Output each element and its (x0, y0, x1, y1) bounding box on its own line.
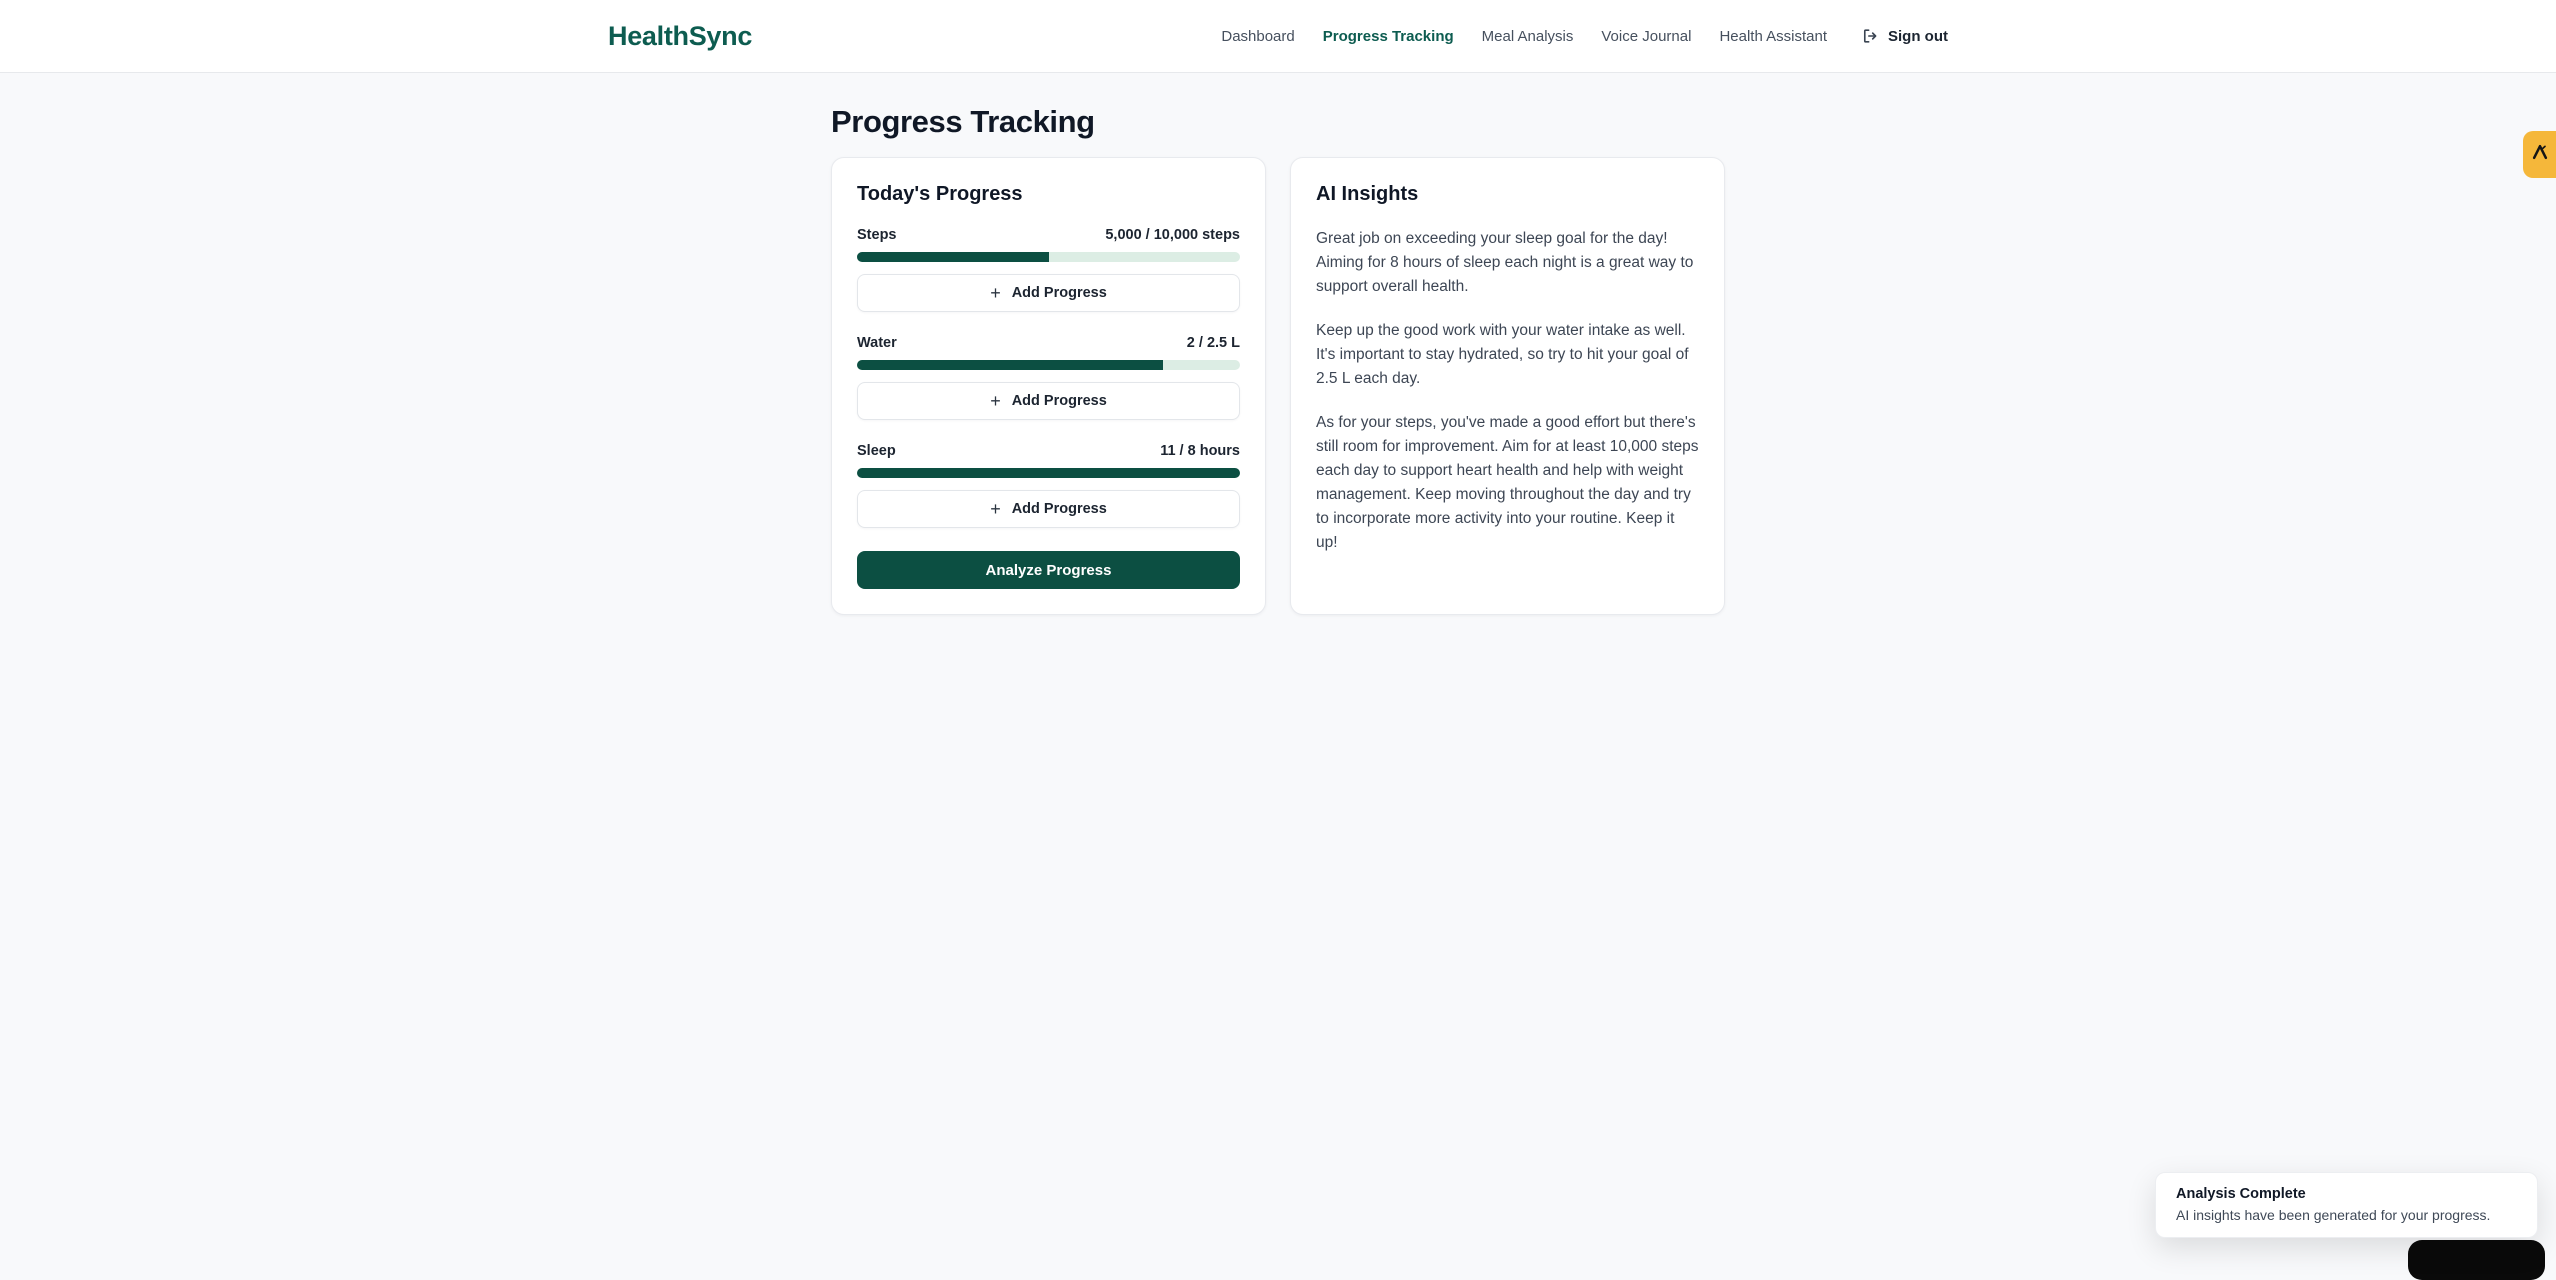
metric-sleep (857, 443, 1240, 528)
page-title: Progress Tracking (831, 104, 1095, 139)
plus-icon: + (990, 390, 1001, 411)
metric-steps (857, 227, 1240, 312)
accessibility-badge-button[interactable] (2523, 131, 2556, 178)
app-logo[interactable]: HealthSync (608, 20, 753, 51)
nav-item-meal-analysis[interactable]: Meal Analysis (1481, 27, 1574, 45)
steps-progress-fill (857, 252, 1049, 262)
steps-progress-bar (857, 252, 1240, 262)
water-progress-bar (857, 360, 1240, 370)
app-header (0, 0, 2556, 73)
ai-insights-card (1290, 157, 1725, 615)
accessibility-badge-icon (2530, 142, 2550, 167)
logout-icon (1861, 27, 1879, 45)
insight-paragraph: Keep up the good work with your water intake as well. It's important to stay hydrated, so try to hit your goal of 2.5 L each day. (1316, 322, 1689, 387)
nav-item-health-assistant[interactable]: Health Assistant (1719, 27, 1827, 45)
plus-icon: + (990, 498, 1001, 519)
steps-label: Steps (857, 227, 897, 243)
water-progress-fill (857, 360, 1163, 370)
dark-toast-peek[interactable] (2408, 1240, 2545, 1280)
sleep-progress-bar (857, 468, 1240, 478)
water-value: 2 / 2.5 L (1186, 335, 1240, 351)
water-add-progress-button[interactable]: + Add Progress (857, 382, 1240, 420)
steps-value: 5,000 / 10,000 steps (1105, 227, 1240, 243)
progress-card-title: Today's Progress (857, 183, 1023, 205)
toast-message: AI insights have been generated for your progress. (2176, 1207, 2491, 1223)
header-container (608, 21, 1948, 52)
sign-out-label: Sign out (1888, 27, 1948, 45)
steps-add-progress-button[interactable]: + Add Progress (857, 274, 1240, 312)
nav-item-dashboard[interactable]: Dashboard (1221, 27, 1295, 45)
plus-icon: + (990, 282, 1001, 303)
analyze-progress-button[interactable]: Analyze Progress (857, 551, 1240, 589)
nav-item-voice-journal[interactable]: Voice Journal (1601, 27, 1692, 45)
cards-grid (831, 157, 1725, 615)
sleep-progress-fill (857, 468, 1240, 478)
metric-water (857, 335, 1240, 420)
sleep-add-progress-button[interactable]: + Add Progress (857, 490, 1240, 528)
sleep-label: Sleep (857, 443, 896, 459)
sleep-value: 11 / 8 hours (1160, 443, 1240, 459)
main-nav (1221, 27, 1948, 45)
toast-title: Analysis Complete (2176, 1186, 2306, 1202)
water-label: Water (857, 335, 897, 351)
nav-item-progress-tracking[interactable]: Progress Tracking (1322, 27, 1454, 45)
insight-paragraph: Great job on exceeding your sleep goal for the day! Aiming for 8 hours of sleep each night is a great way to support overall health. (1316, 230, 1694, 295)
insight-paragraph: As for your steps, you've made a good effort but there's still room for improvement. Aim for at least 10,000 steps each day to support heart health and help with weight management. Keep moving throughout the day and try to incorporate more activity into your routine. Keep it up! (1316, 414, 1699, 551)
sign-out-button[interactable] (1861, 27, 1948, 45)
todays-progress-card (831, 157, 1266, 615)
main-content (831, 73, 1725, 615)
insights-card-title: AI Insights (1316, 183, 1419, 205)
toast-notification[interactable] (2155, 1172, 2538, 1238)
